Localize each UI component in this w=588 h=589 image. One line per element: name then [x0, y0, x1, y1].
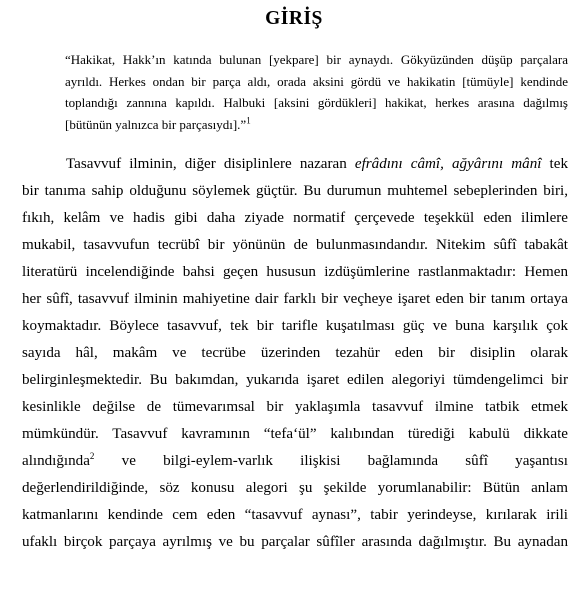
body-line: mümkündür. Tasavvuf kavramının “tefa‘ül” kalıbından türediği kabulü dikkate	[22, 426, 568, 442]
quote-line: ayrıldı. Herkes ondan bir parça aldı, orada aksini gördü ve hakikatin [tümüyle] kendinde	[65, 73, 568, 89]
body-line: koymaktadır. Böylece tasavvuf, tek bir tarifle kuşatılması güç ve buna karşılık çok	[22, 318, 568, 334]
body-line-text: Tasavvuf ilminin, diğer disiplinlere nazaran	[66, 156, 355, 172]
body-line	[22, 151, 568, 178]
epigraph-quote	[65, 49, 568, 136]
body-line-text: tek	[541, 156, 569, 172]
body-paragraph	[22, 151, 568, 556]
body-line	[22, 448, 568, 475]
quote-line: “Hakikat, Hakk’ın katında bulunan [yekpare] bir aynaydı. Gökyüzünden düşüp parçalara	[65, 52, 568, 67]
section-heading: GİRİŞ	[265, 8, 323, 29]
body-line: literatürü incelendiğinde bahsi geçen hususun izdüşümlerine rastlanmaktadır: Hemen	[22, 264, 568, 280]
body-line: her sûfî, tasavvuf ilminin mahiyetine dair farklı bir veçheye işaret eden bir tanım ortaya	[22, 291, 568, 307]
quote-line-text: [bütünün yalnızca bir parçasıydı].”	[65, 117, 247, 133]
body-line: ufaklı birçok parçaya ayrılmış ve bu parçalar sûfîler arasında dağılmıştır. Bu aynadan	[22, 534, 568, 550]
body-line-text: alındığında	[22, 453, 90, 469]
body-line: fıkıh, kelâm ve hadis gibi daha ziyade normatif çerçevede teşekkül eden ilimlere	[22, 210, 568, 226]
body-line: mukabil, tasavvufun tecrübî bir yönünün de bulunmasındandır. Nitekim sûfî tabakât	[22, 237, 568, 253]
italic-phrase: efrâdını câmî, ağyârını mânî	[354, 156, 542, 172]
quote-line-last	[65, 114, 568, 136]
body-line-text: ve bilgi-eylem-varlık ilişkisi bağlamında sûfî yaşantısı	[94, 453, 568, 469]
footnote-ref[interactable]: 1	[246, 115, 251, 126]
body-line: değerlendirildiğinde, söz konusu alegori şu şekilde yorumlanabilir: Bütün anlam	[22, 480, 568, 496]
footnote-ref[interactable]: 2	[89, 450, 95, 461]
body-line: bir tanıma sahip olduğunu söylemek güçtür. Bu durumun muhtemel sebeplerinden biri,	[22, 183, 568, 199]
body-line: belirginleşmektedir. Bu bakımdan, yukarıda işaret edilen alegoriyi tümdengelimci bir	[22, 372, 568, 388]
body-line: katmanlarını kendinde cem eden “tasavvuf aynası”, tabir yerindeyse, kırılarak irili	[22, 507, 568, 523]
quote-line: toplandığı zannına kapıldı. Halbuki [aksini gördükleri] hakikat, herkes arasına dağılmış	[65, 95, 568, 111]
body-line: sayıda hâl, makâm ve tecrübe üzerinden tezahür eden bir disiplin olarak	[22, 345, 568, 361]
body-line: kesinlikle değilse de tümevarımsal bir yaklaşımla tasavvuf ilmine tatbik etmek	[22, 399, 568, 415]
